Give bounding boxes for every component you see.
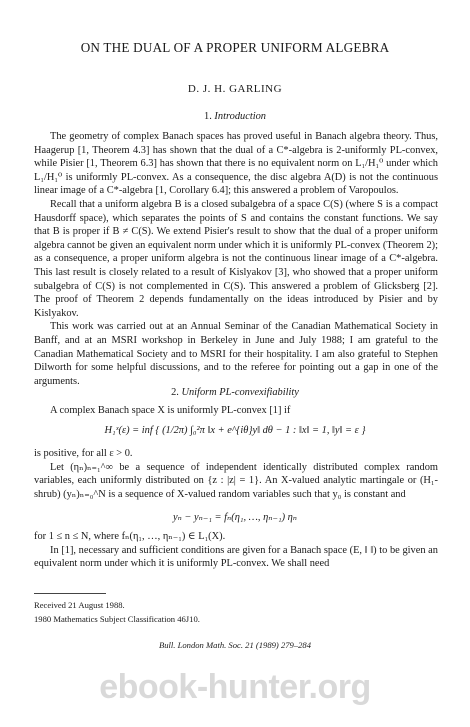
journal-citation: Bull. London Math. Soc. 21 (1989) 279–284: [158, 640, 312, 650]
section2-tail: [34, 530, 438, 571]
paragraph: Let (ηₙ)ₙ₌₁^∞ be a sequence of independent identically distributed complex random variables, each uniformly distributed on {z : |z| = 1}. An X-valued analytic martingale or (H₁-shrub) (yₙ)ₙ₌₀^N is a sequence of X-valued random variables such that y₀ is constant and: [34, 461, 438, 500]
paragraph: A complex Banach space X is uniformly PL-convex [1] if: [50, 405, 291, 416]
section-number: 1.: [204, 111, 212, 122]
introduction-body: [34, 130, 438, 388]
paragraph: is positive, for all ε > 0.: [34, 448, 133, 459]
section-heading-1: [0, 111, 470, 122]
paragraph: The geometry of complex Banach spaces has proved useful in Banach algebra theory. Thus, Haagerup [1, Theorem 4.3] has shown that the dual of a C*-algebra is 2-uniformly PL-convex, while Pisier [1, Theorem 6.3] has shown that there is no equivalent norm on L₁/H₁⁰ under which L₁/H₁⁰ is uniformly PL-convex. As a consequence, the disc algebra A(D) is not the continuous linear image of a C*-algebra [1, Corollary 6.4]; this answered a problem of Varopoulos.: [34, 131, 438, 197]
subject-classification: 1980 Mathematics Subject Classification 46J10.: [34, 614, 200, 624]
section-title: Uniform PL-convexifiability: [181, 387, 299, 398]
paragraph: In [1], necessary and sufficient conditions are given for a Banach space (E, ‖ ‖) to be given an equivalent norm under which it is uniformly PL-convex. We shall need: [34, 544, 438, 570]
section2-intro: [34, 404, 438, 418]
section-heading-2: [0, 387, 470, 398]
formula-martingale: yₙ − yₙ₋₁ = fₙ(η₁, …, ηₙ₋₁) ηₙ: [173, 512, 297, 523]
paper-title: ON THE DUAL OF A PROPER UNIFORM ALGEBRA: [80, 40, 390, 55]
paper-author: D. J. H. GARLING: [187, 83, 283, 95]
formula-pl-convexity: H₁ˣ(ε) = inf { (1/2π) ∫₀²π ‖x + e^{iθ}y‖ dθ − 1 : ‖x‖ = 1, ‖y‖ = ε }: [104, 425, 366, 436]
footnote-rule: [34, 593, 106, 594]
section-title: Introduction: [214, 111, 266, 122]
received-date: Received 21 August 1988.: [34, 600, 125, 610]
section-number: 2.: [171, 387, 179, 398]
paragraph: for 1 ≤ n ≤ N, where fₙ(η₁, …, ηₙ₋₁) ∈ L₁(X).: [34, 531, 226, 542]
watermark: ebook-hunter.org: [99, 668, 371, 706]
section2-body: [34, 447, 438, 501]
paragraph: Recall that a uniform algebra B is a closed subalgebra of a space C(S) (where S is a compact Hausdorff space), which separates the points of S and contains the constant functions. We say that B is proper if B ≠ C(S). We extend Pisier's result to show that the dual of a proper uniform algebra cannot be given an equivalent norm under which it is uniformly PL-convex (Theorem 2); as a consequence, a proper uniform algebra is not the continuous linear image of a C*-algebra. This last result is closely related to a result of Kislyakov [3], who showed that a proper uniform subalgebra of C(S) is not complemented in C(S). This answered a problem of Glicksberg [2]. The proof of Theorem 2 depends fundamentally on the ideas introduced by Pisier and by Kislyakov.: [34, 198, 438, 319]
paragraph: This work was carried out at an Annual Seminar of the Canadian Mathematical Society in Banff, and at an MSRI workshop in Berkeley in June and July 1988; I am grateful to the Canadian Mathematical Society and to MSRI for their hospitality. I am also grateful to Stephen Dilworth for some helpful discussions, and to the referee for pointing out a gap in one of the arguments.: [34, 321, 438, 387]
